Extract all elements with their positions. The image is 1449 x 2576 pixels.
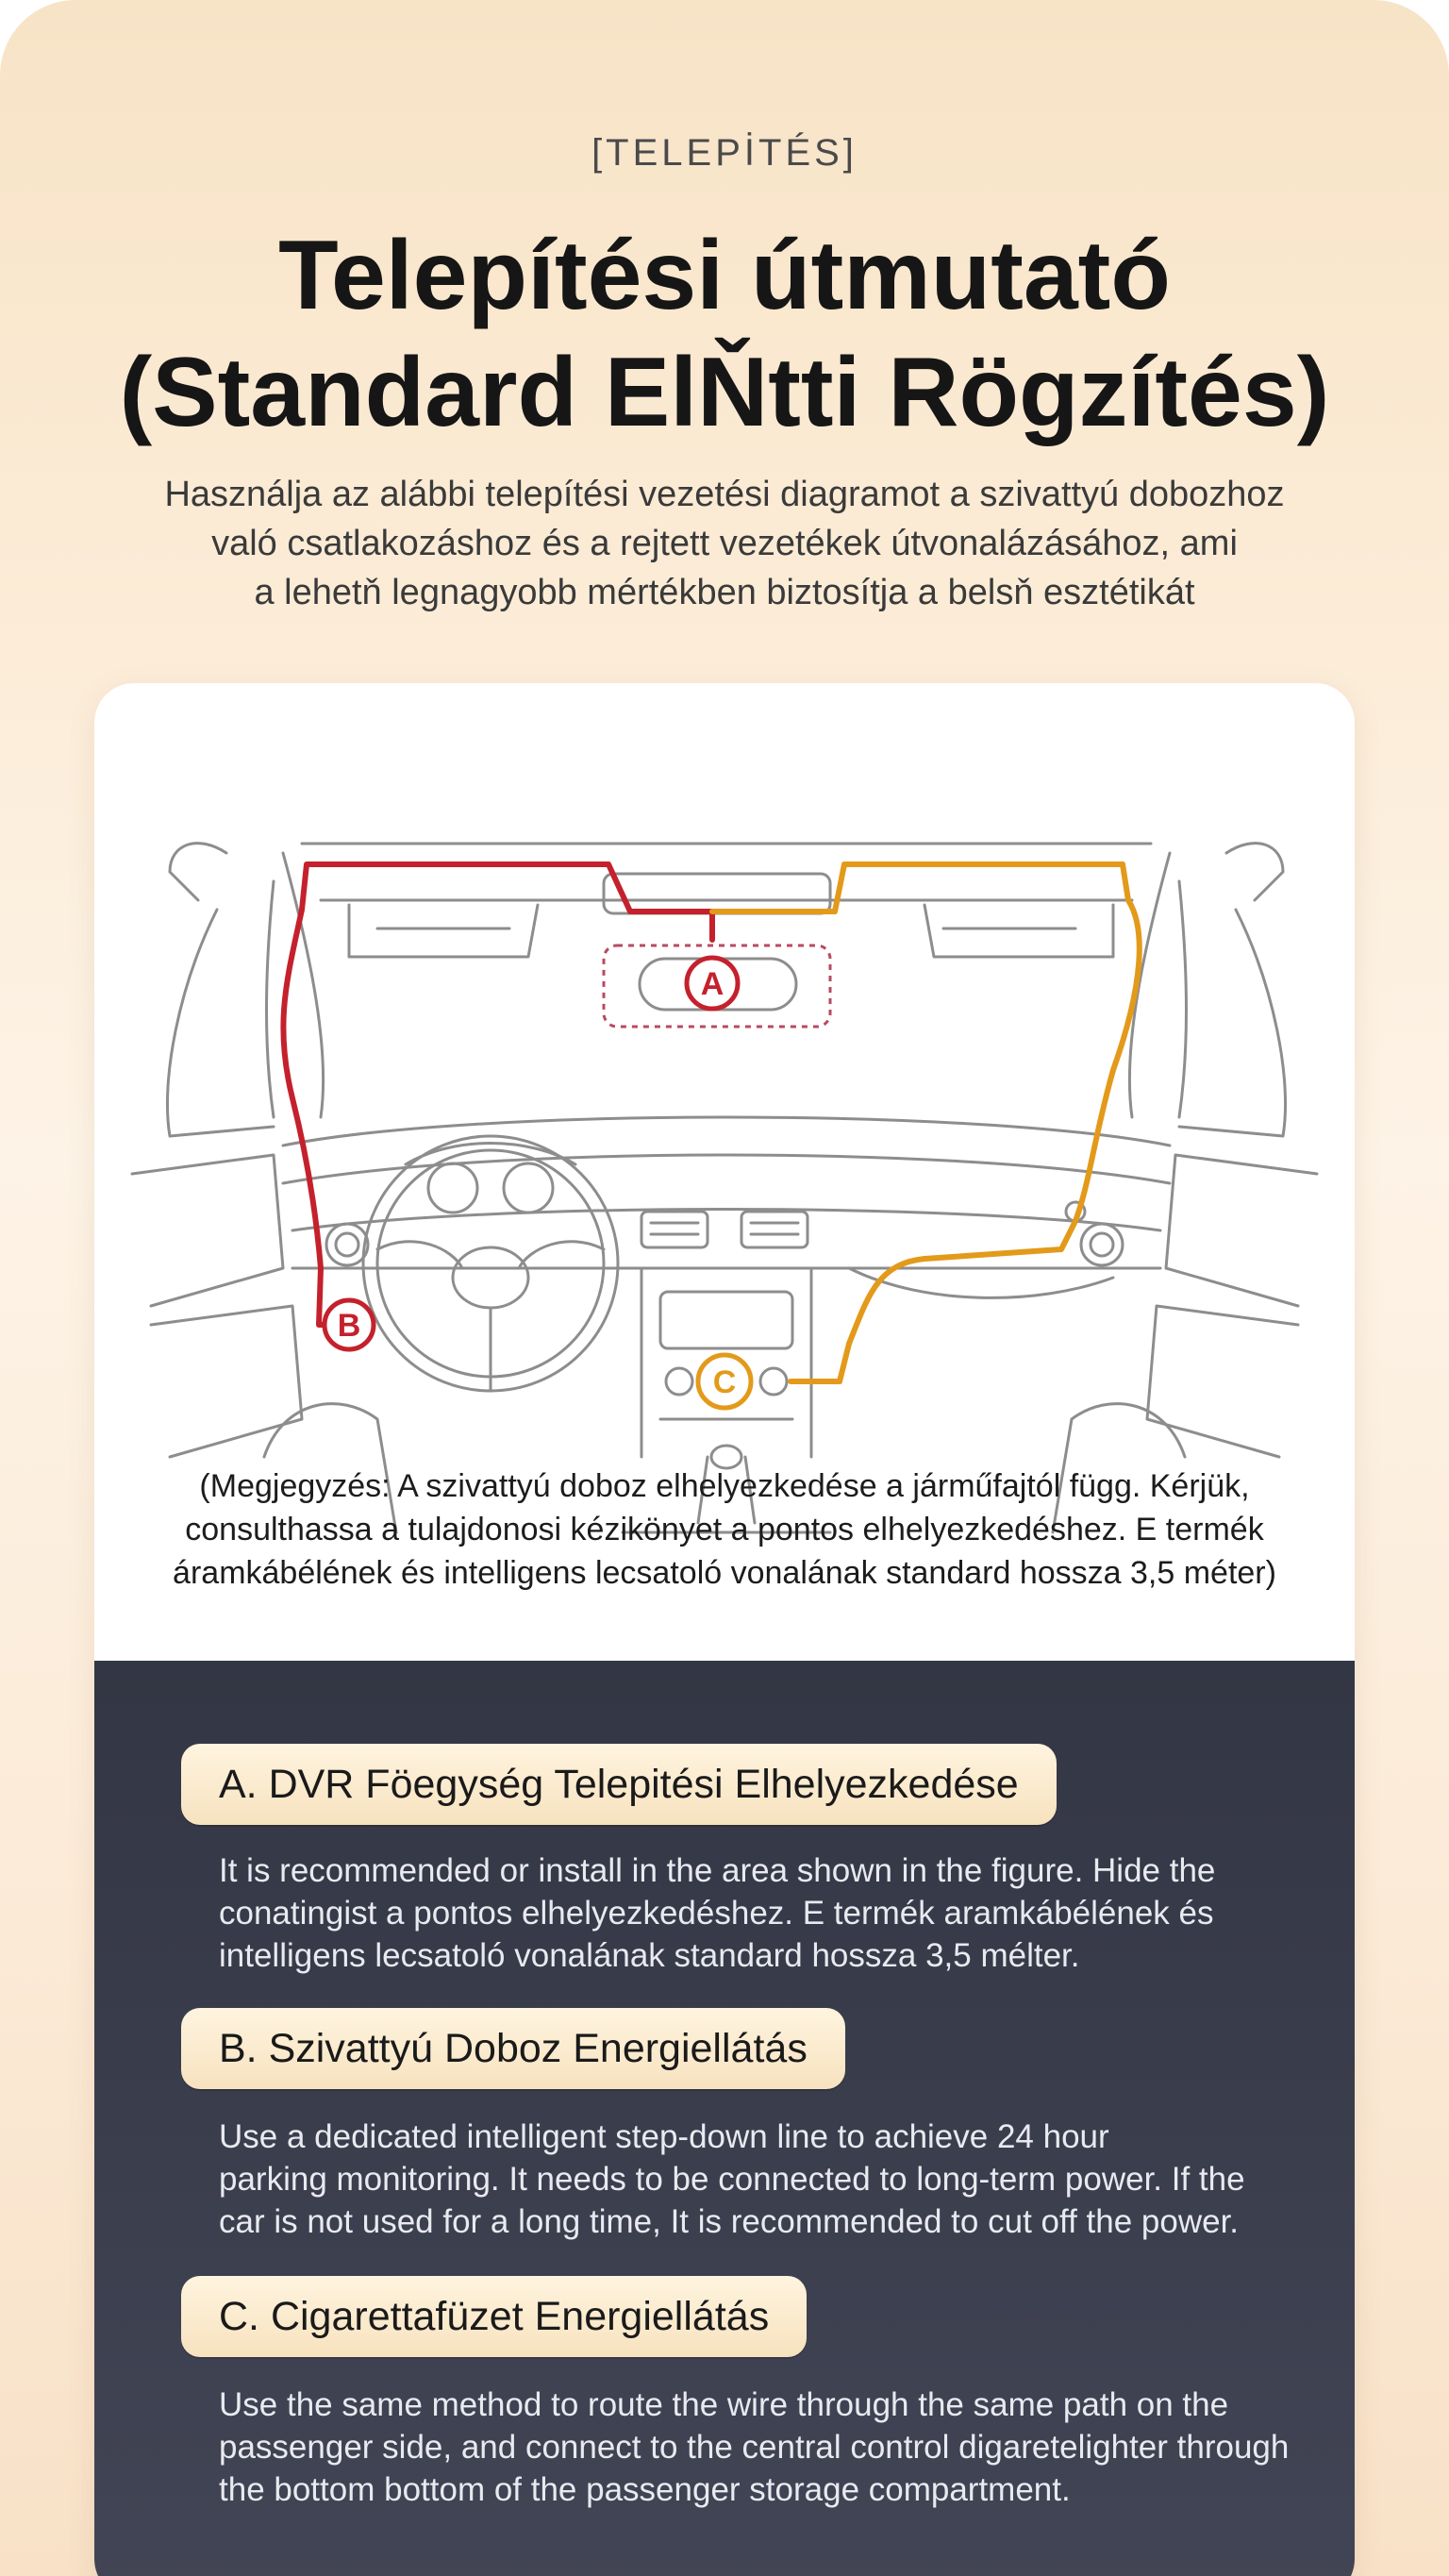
steps-panel	[94, 1661, 1355, 2576]
guide-card	[94, 683, 1355, 2576]
step-b-description	[219, 2116, 1294, 2243]
title-line-2: (Standard ElŇtti Rögzítés)	[119, 338, 1330, 447]
installation-note	[151, 1464, 1298, 1595]
step-a-line-1: It is recommended or install in the area shown in the figure. Hide the	[219, 1852, 1216, 1889]
step-b-line-2: parking monitoring. It needs to be connected to long-term power. If the	[219, 2161, 1245, 2198]
step-a-description	[219, 1849, 1294, 1977]
marker-b-label: B	[337, 1308, 361, 1344]
step-a-line-2: conatingist a pontos elhelyezkedéshez. E termék aramkábélének és	[219, 1895, 1214, 1932]
note-line-3: áramkábélének és intelligens lecsatoló vonalának standard hossza 3,5 méter)	[173, 1555, 1276, 1591]
section-tag: [TELEPİTÉS]	[591, 132, 858, 174]
marker-b	[325, 1300, 374, 1349]
step-b-title: B. Szivattyú Doboz Energiellátás	[181, 2008, 845, 2089]
car-interior-illustration	[94, 740, 1355, 1551]
step-c-title: C. Cigarettafüzet Energiellátás	[181, 2276, 807, 2357]
note-line-1: (Megjegyzés: A szivattyú doboz elhelyezkedése a járműfajtól függ. Kérjük,	[199, 1468, 1250, 1504]
title-line-1: Telepítési útmutató	[278, 221, 1171, 330]
subtitle-line-1: Használja az alábbi telepítési vezetési diagramot a szivattyú dobozhoz	[164, 475, 1285, 514]
step-a-title: A. DVR Föegység Telepitési Elhelyezkedése	[181, 1744, 1057, 1825]
step-c-line-3: the bottom bottom of the passenger storage compartment.	[219, 2471, 1071, 2508]
step-b-line-1: Use a dedicated intelligent step-down line to achieve 24 hour	[219, 2118, 1109, 2155]
marker-c	[698, 1355, 751, 1408]
step-c-line-2: passenger side, and connect to the central control digaretelighter through	[219, 2429, 1290, 2466]
page-title	[57, 217, 1392, 451]
step-b-line-3: car is not used for a long time, It is recommended to cut off the power.	[219, 2203, 1240, 2240]
step-c-description	[219, 2384, 1294, 2511]
subtitle-line-3: a lehetň legnagyobb mértékben biztosítja a belsň esztétikát	[254, 573, 1195, 612]
marker-c-label: C	[712, 1364, 737, 1400]
rearview-mirror-mount	[604, 874, 830, 913]
step-a-line-3: intelligens lecsatoló vonalának standard hossza 3,5 mélter.	[219, 1937, 1080, 1974]
subtitle-line-2: való csatlakozáshoz és a rejtett vezetékek útvonalázásához, ami	[211, 524, 1238, 563]
page-subtitle	[113, 470, 1336, 617]
marker-a	[687, 958, 738, 1009]
step-c-line-1: Use the same method to route the wire through the same path on the	[219, 2386, 1229, 2423]
marker-a-label: A	[700, 966, 724, 1002]
note-line-2: consulthassa a tulajdonosi kézikönyet a pontos elhelyezkedéshez. E termék	[185, 1512, 1264, 1547]
